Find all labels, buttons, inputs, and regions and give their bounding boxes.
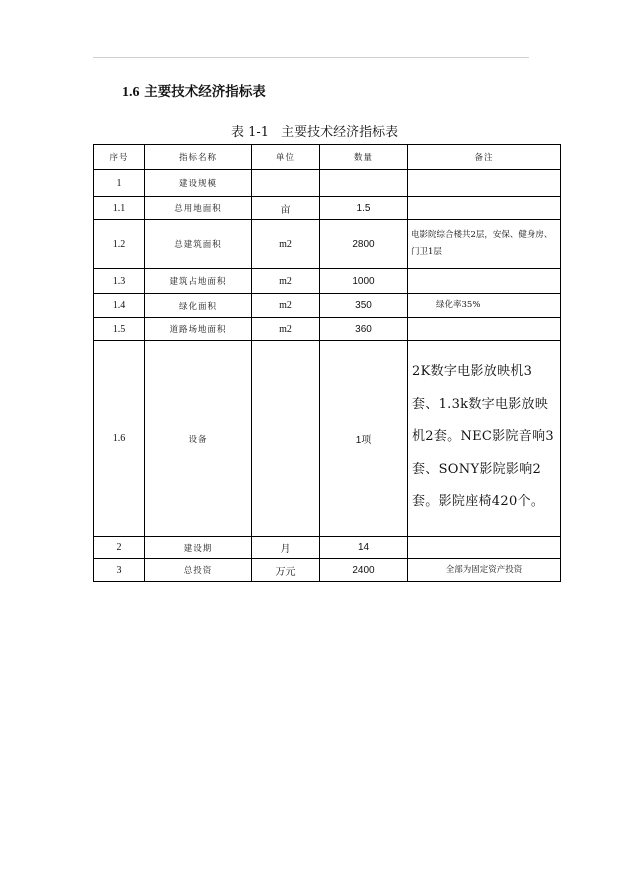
header-seq: 序号 [94, 145, 145, 170]
header-note: 备注 [408, 145, 561, 170]
row-note: 绿化率35% [408, 294, 561, 318]
row-name: 建设期 [145, 537, 252, 559]
row-name: 绿化面积 [145, 294, 252, 318]
row-seq: 3 [94, 559, 145, 582]
row-seq: 1.6 [94, 341, 145, 537]
row-qty: 1.5 [320, 197, 408, 220]
row-note: 2K数字电影放映机3套、1.3k数字电影放映机2套。NEC影院音响3套、SONY影院影响2套。影院座椅420个。 [408, 341, 561, 537]
row-seq: 1.5 [94, 318, 145, 341]
row-seq: 1.4 [94, 294, 145, 318]
row-note [408, 269, 561, 294]
row-qty: 1项 [320, 341, 408, 537]
row-name: 建设规模 [145, 170, 252, 197]
row-note [408, 197, 561, 220]
table-row [94, 341, 561, 537]
row-qty: 2800 [320, 220, 408, 269]
section-number: 1.6 [122, 85, 140, 100]
row-unit [252, 341, 320, 537]
table-caption-label: 表 1-1 [231, 125, 270, 140]
row-name: 建筑占地面积 [145, 269, 252, 294]
row-unit: 亩 [252, 197, 320, 220]
table-row [94, 197, 561, 220]
table-row [94, 559, 561, 582]
row-unit: m2 [252, 220, 320, 269]
row-seq: 1.3 [94, 269, 145, 294]
row-note: 电影院综合楼共2层，安保、健身房、门卫1层 [408, 220, 561, 269]
header-unit: 单位 [252, 145, 320, 170]
row-qty [320, 170, 408, 197]
page-header-rule [93, 57, 529, 58]
indicators-table [93, 144, 561, 582]
row-note [408, 537, 561, 559]
row-name: 总投资 [145, 559, 252, 582]
section-title: 主要技术经济指标表 [144, 84, 266, 100]
header-qty: 数量 [320, 145, 408, 170]
table-row [94, 170, 561, 197]
row-seq: 1 [94, 170, 145, 197]
row-name: 总用地面积 [145, 197, 252, 220]
row-name: 总建筑面积 [145, 220, 252, 269]
table-caption-title: 主要技术经济指标表 [281, 125, 399, 140]
row-note [408, 318, 561, 341]
table-row [94, 294, 561, 318]
table-row [94, 537, 561, 559]
table-header-row [94, 145, 561, 170]
table-row [94, 318, 561, 341]
row-name: 道路场地面积 [145, 318, 252, 341]
row-note [408, 170, 561, 197]
table-row [94, 269, 561, 294]
row-seq: 2 [94, 537, 145, 559]
row-qty: 2400 [320, 559, 408, 582]
section-heading [122, 80, 266, 101]
row-unit: m2 [252, 269, 320, 294]
row-qty: 14 [320, 537, 408, 559]
row-unit [252, 170, 320, 197]
row-seq: 1.1 [94, 197, 145, 220]
header-name: 指标名称 [145, 145, 252, 170]
table-caption [231, 121, 398, 140]
row-name: 设备 [145, 341, 252, 537]
row-unit: m2 [252, 294, 320, 318]
row-unit: m2 [252, 318, 320, 341]
row-note: 全部为固定资产投资 [408, 559, 561, 582]
row-qty: 360 [320, 318, 408, 341]
row-qty: 350 [320, 294, 408, 318]
table-row [94, 220, 561, 269]
row-unit: 万元 [252, 559, 320, 582]
row-seq: 1.2 [94, 220, 145, 269]
row-qty: 1000 [320, 269, 408, 294]
row-unit: 月 [252, 537, 320, 559]
